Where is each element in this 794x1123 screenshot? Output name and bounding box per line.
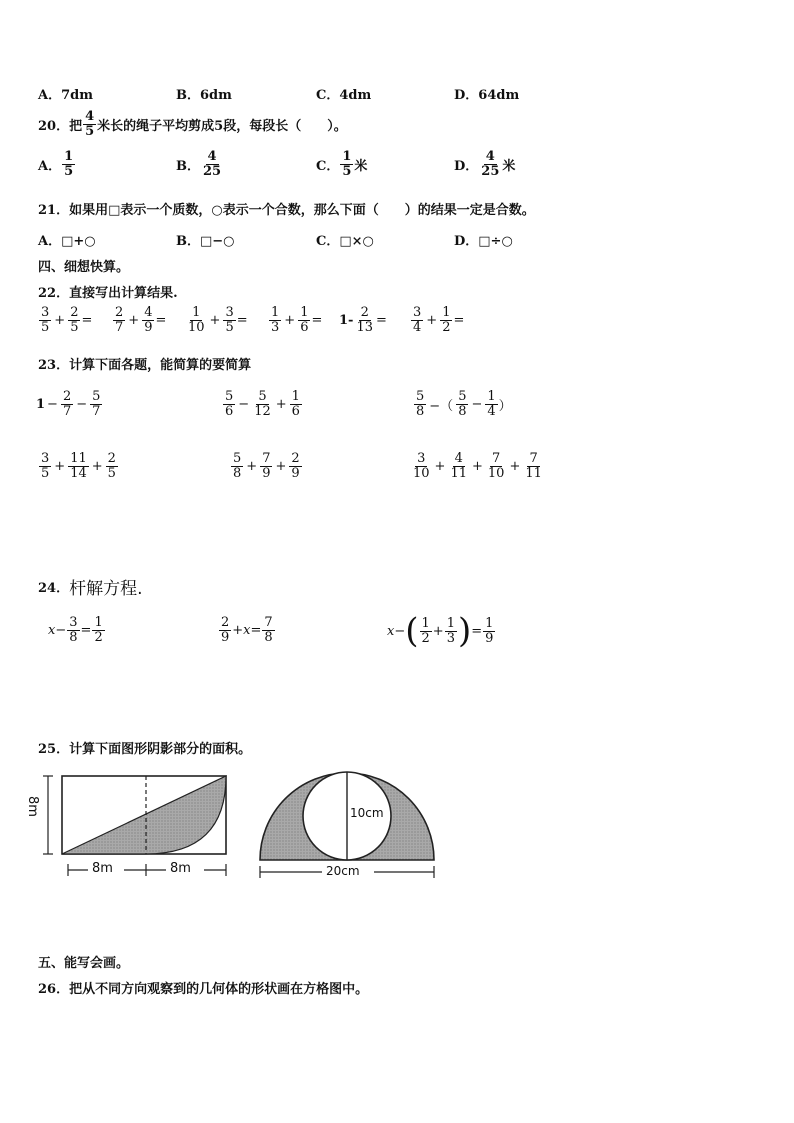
q22-item-6: $\frac{3}{4}$ + $\frac{1}{2}$ = <box>413 305 465 335</box>
section-4-title: 四、细想快算。 <box>38 260 130 275</box>
q21-option-c: C．□×○ <box>316 234 374 249</box>
q24-equation-3: x − ( $\frac{1}{2}$ + $\frac{1}{3}$ ) = $\frac{1}{9}$ <box>387 611 494 651</box>
q24-equation-2: $\frac{2}{9}$ +x = $\frac{7}{8}$ <box>221 615 273 645</box>
fig1-left-label: 8m <box>92 861 113 876</box>
q22-item-2: $\frac{2}{7}$ + $\frac{4}{9}$ = <box>115 305 167 335</box>
q21-question: 21．如果用□表示一个质数，○表示一个合数，那么下面（ ）的结果一定是合数。 <box>38 203 535 218</box>
q22-item-3: $\frac{1}{10}$ + $\frac{3}{5}$ = <box>188 305 248 335</box>
q19-option-b: B．6dm <box>176 88 232 103</box>
q23-title: 23．计算下面各题，能简算的要简算 <box>38 358 252 373</box>
q20-option-c: C． $\frac{1}{5}$ 米 <box>316 149 368 179</box>
q25-title: 25．计算下面图形阴影部分的面积。 <box>38 742 252 757</box>
q20-option-d: D． $\frac{4}{25}$ 米 <box>454 149 516 179</box>
q23-expr-3: $\frac{5}{8}$ −（ $\frac{5}{8}$ − $\frac{1}{4}$ ） <box>416 389 512 419</box>
fig1-right-label: 8m <box>170 861 191 876</box>
q19-option-c: C．4dm <box>316 88 372 103</box>
q20-text: 米长的绳子平均剪成5段，每段长（ ）。 <box>97 118 347 134</box>
q23-expr-5: $\frac{5}{8}$ + $\frac{7}{9}$ + $\frac{2}{9}$ <box>233 451 300 481</box>
q23-expr-4: $\frac{3}{5}$ + $\frac{11}{14}$ + $\frac{2}{5}$ <box>41 451 116 481</box>
q20-option-a: A． $\frac{1}{5}$ <box>38 149 74 179</box>
q20-option-b: B． $\frac{4}{25}$ <box>176 149 222 179</box>
q22-item-1: $\frac{3}{5}$ + $\frac{2}{5}$ = <box>41 305 93 335</box>
q23-expr-2: $\frac{5}{6}$ − $\frac{5}{12}$ + $\frac{1}{6}$ <box>225 389 300 419</box>
q20-fraction: $\frac{4}{5}$ <box>85 109 95 139</box>
q23-expr-6: $\frac{3}{10}$ + $\frac{4}{11}$ + $\frac{7}{10}$ + $\frac{7}{11}$ <box>413 451 542 481</box>
q23-expr-1: 1 − $\frac{2}{7}$ − $\frac{5}{7}$ <box>36 389 101 419</box>
q25-figure-rectangle <box>38 766 238 882</box>
section-5-title: 五、能写会画。 <box>38 956 130 971</box>
q19-option-d: D．64dm <box>454 88 520 103</box>
q21-option-d: D．□÷○ <box>454 234 513 249</box>
q26-question: 26．把从不同方向观察到的几何体的形状画在方格图中。 <box>38 982 369 997</box>
q22-item-5: 1- $\frac{2}{13}$ = <box>339 305 387 335</box>
q20-prefix: 把 <box>69 118 83 134</box>
q24-title: 24． 杆解方程. <box>38 579 143 599</box>
q22-title: 22．直接写出计算结果. <box>38 286 178 301</box>
fig1-height-label: 8m <box>25 796 40 817</box>
q21-option-a: A．□+○ <box>38 234 96 249</box>
q19-option-a: A．7dm <box>38 88 93 103</box>
fig2-base-label: 20cm <box>326 864 360 878</box>
q24-equation-1: x − $\frac{3}{8}$ = $\frac{1}{2}$ <box>48 615 103 645</box>
q20-number: 20． <box>38 118 70 134</box>
q20-question <box>38 110 347 138</box>
q21-option-b: B．□−○ <box>176 234 235 249</box>
q22-item-4: $\frac{1}{3}$ + $\frac{1}{6}$ = <box>271 305 323 335</box>
fig2-diameter-label: 10cm <box>350 806 384 820</box>
